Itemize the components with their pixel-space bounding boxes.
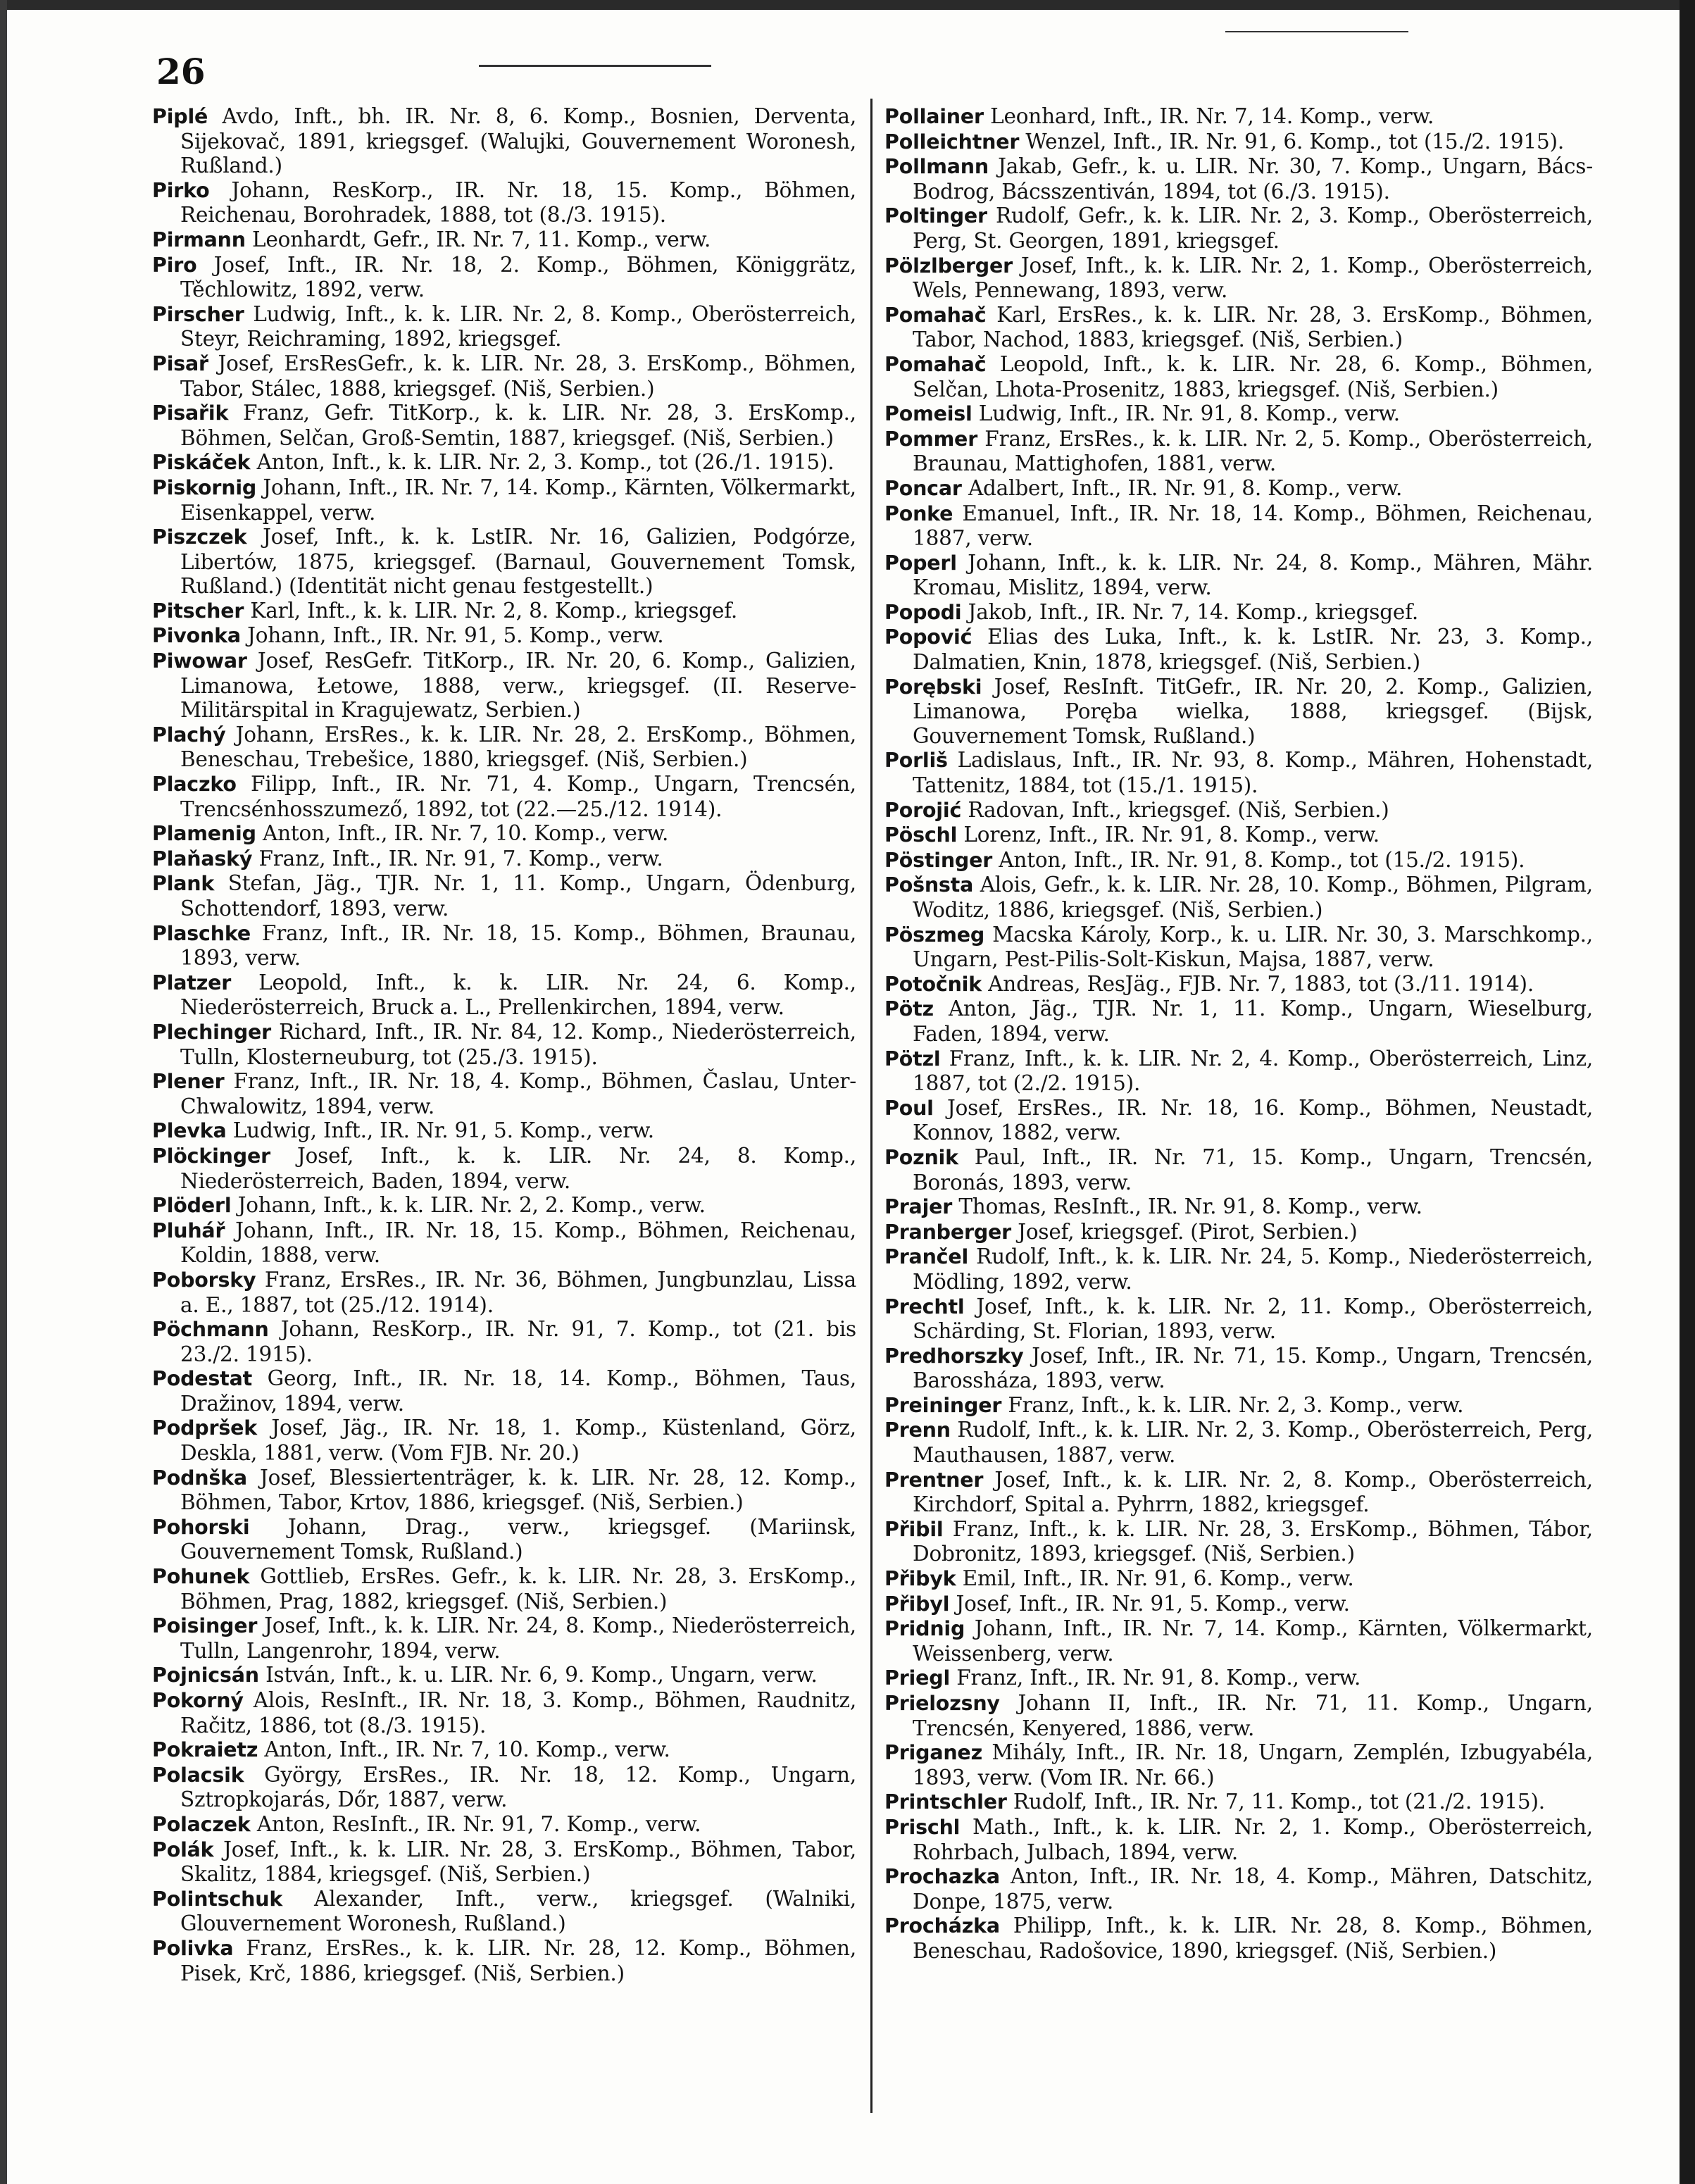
entry-surname: Priganez [884, 1741, 982, 1765]
entry-surname: Prančel [884, 1245, 969, 1269]
entry-surname: Plank [152, 872, 215, 896]
entry-details: Paul, Inft., IR. Nr. 71, 15. Komp., Ungarn, Trencsén, Boronás, 1893, verw. [913, 1144, 1593, 1194]
register-entry [152, 821, 856, 847]
entry-surname: Poul [884, 1096, 934, 1120]
entry-surname: Plaschke [152, 921, 251, 945]
entry-details: Johann, Inft., IR. Nr. 91, 5. Komp., verw. [247, 623, 664, 648]
entry-surname: Predhorszky [884, 1344, 1024, 1368]
entry-details: Rudolf, Inft., k. k. LIR. Nr. 24, 5. Komp., Niederösterreich, Mödling, 1892, verw. [913, 1244, 1593, 1294]
entry-surname: Pisařik [152, 401, 229, 425]
register-entry [152, 871, 856, 921]
register-entry [152, 1193, 856, 1218]
entry-surname: Priegl [884, 1666, 951, 1690]
register-entry [152, 1564, 856, 1614]
register-entry [152, 772, 856, 821]
register-entry [152, 1614, 856, 1663]
register-entry [152, 1737, 856, 1763]
entry-surname: Pöszmeg [884, 923, 985, 947]
entry-details: Franz, Inft., IR. Nr. 18, 15. Komp., Böhmen, Braunau, 1893, verw. [180, 921, 856, 971]
register-entry [152, 475, 856, 525]
entry-surname: Popodi [884, 600, 962, 624]
entry-surname: Plener [152, 1070, 225, 1094]
entry-details: Franz, Inft., IR. Nr. 91, 7. Komp., verw. [258, 846, 663, 871]
register-entry [884, 1393, 1593, 1418]
register-entry [152, 401, 856, 450]
entry-details: Adalbert, Inft., IR. Nr. 91, 8. Komp., verw. [968, 475, 1403, 500]
register-entry [884, 923, 1593, 972]
entry-details: Jakab, Gefr., k. u. LIR. Nr. 30, 7. Komp., Ungarn, Bács-Bodrog, Bácsszentiván, 1894, tot (6./3. 1915). [913, 154, 1593, 204]
entry-surname: Placzko [152, 773, 237, 797]
entry-surname: Piro [152, 253, 197, 277]
entry-surname: Plöckinger [152, 1144, 270, 1168]
register-entry [884, 204, 1593, 253]
entry-surname: Pirko [152, 178, 210, 202]
register-entry [884, 848, 1593, 873]
register-entry [884, 873, 1593, 922]
register-entry [884, 600, 1593, 625]
entry-surname: Pöstinger [884, 848, 993, 872]
entry-surname: Podpršek [152, 1416, 257, 1440]
register-entry [884, 1047, 1593, 1096]
register-entry [152, 847, 856, 872]
entry-details: Franz, ErsRes., k. k. LIR. Nr. 2, 5. Komp., Oberösterreich, Braunau, Mattighofen, 1881, verw. [913, 426, 1593, 476]
entry-details: Josef, Inft., IR. Nr. 18, 2. Komp., Böhmen, Königgrätz, Těchlowitz, 1892, verw. [180, 252, 856, 302]
column-right [884, 104, 1593, 2119]
entry-details: Johann, Inft., IR. Nr. 7, 14. Komp., Kärnten, Völkermarkt, Eisenkappel, verw. [180, 475, 856, 525]
entry-surname: Pirscher [152, 302, 244, 326]
register-entry [152, 227, 856, 253]
entry-details: Johann, ErsRes., k. k. LIR. Nr. 28, 2. ErsKomp., Böhmen, Beneschau, Trebešice, 1880, kriegsgef. (Niš, Serbien.) [180, 722, 856, 772]
entry-surname: Pötzl [884, 1047, 941, 1071]
register-entry [884, 823, 1593, 848]
entry-details: Josef, Inft., IR. Nr. 71, 15. Komp., Ungarn, Trencsén, Barossháza, 1893, verw. [913, 1343, 1593, 1393]
register-entry [884, 401, 1593, 427]
entry-details: Josef, Inft., k. k. LIR. Nr. 2, 11. Komp., Oberösterreich, Schärding, St. Florian, 1893, verw. [913, 1294, 1593, 1344]
entry-details: Franz, Inft., k. k. LIR. Nr. 2, 3. Komp., verw. [1008, 1392, 1464, 1417]
register-entry [152, 1887, 856, 1936]
entry-details: Georg, Inft., IR. Nr. 18, 14. Komp., Böhmen, Taus, Dražinov, 1894, verw. [180, 1366, 856, 1416]
entry-details: Karl, ErsRes., k. k. LIR. Nr. 28, 3. ErsKomp., Böhmen, Tabor, Nachod, 1883, kriegsgef. (Niš, Serbien.) [913, 302, 1593, 352]
entry-details: Elias des Luka, Inft., k. k. LstIR. Nr. 23, 3. Komp., Dalmatien, Knin, 1878, kriegsgef. (Niš, Serbien.) [913, 625, 1593, 675]
register-entry [152, 1366, 856, 1416]
entry-details: Philipp, Inft., k. k. LIR. Nr. 28, 8. Komp., Böhmen, Beneschau, Radošovice, 1890, kriegsgef. (Niš, Serbien.) [913, 1914, 1593, 1963]
entry-details: Leonhardt, Gefr., IR. Nr. 7, 11. Komp., verw. [252, 227, 711, 251]
entry-surname: Polintschuk [152, 1887, 283, 1911]
entry-details: Josef, Inft., k. k. LIR. Nr. 28, 3. ErsKomp., Böhmen, Tabor, Skalitz, 1884, kriegsgef. (Niš, Serbien.) [180, 1837, 856, 1887]
register-entry [884, 1145, 1593, 1194]
entry-details: Ludwig, Inft., IR. Nr. 91, 5. Komp., verw. [232, 1118, 654, 1143]
register-entry [152, 1936, 856, 1985]
entry-details: Anton, Inft., IR. Nr. 18, 4. Komp., Mähren, Datschitz, Donpe, 1875, verw. [913, 1864, 1593, 1914]
entry-surname: Poperl [884, 551, 957, 575]
entry-details: Gottlieb, ErsRes. Gefr., k. k. LIR. Nr. 28, 3. ErsKomp., Böhmen, Prag, 1882, kriegsgef. (Niš, Serbien.) [180, 1564, 856, 1614]
entry-surname: Platzer [152, 971, 232, 994]
entry-surname: Pokraietz [152, 1738, 258, 1762]
entry-surname: Polacsik [152, 1763, 244, 1787]
register-entry [152, 1812, 856, 1837]
register-entry [152, 1268, 856, 1317]
entry-surname: Pokorný [152, 1689, 244, 1712]
entry-details: Franz, Inft., k. k. LIR. Nr. 2, 4. Komp., Oberösterreich, Linz, 1887, tot (2./2. 1915). [913, 1046, 1593, 1096]
entry-surname: Plevka [152, 1119, 227, 1143]
entry-details: Johann, Inft., IR. Nr. 7, 14. Komp., Kärnten, Völkermarkt, Weissenberg, verw. [913, 1616, 1593, 1666]
entry-surname: Poncar [884, 476, 962, 500]
entry-details: Anton, Inft., k. k. LIR. Nr. 2, 3. Komp., tot (26./1. 1915). [256, 450, 834, 475]
entry-details: Josef, ErsResGefr., k. k. LIR. Nr. 28, 3. ErsKomp., Böhmen, Tabor, Stálec, 1888, kriegsgef. (Niš, Serbien.) [180, 351, 856, 401]
entry-surname: Podestat [152, 1367, 253, 1391]
entry-surname: Pojnicsán [152, 1664, 259, 1687]
entry-surname: Polleichtner [884, 130, 1020, 154]
entry-surname: Piskáček [152, 451, 251, 475]
register-entry [152, 1144, 856, 1193]
register-entry [884, 1244, 1593, 1294]
register-entry [884, 1864, 1593, 1914]
entry-surname: Pitscher [152, 599, 244, 623]
entry-details: Radovan, Inft., kriegsgef. (Niš, Serbien.) [968, 797, 1389, 822]
entry-surname: Přibyl [884, 1592, 950, 1616]
register-entry [884, 1468, 1593, 1517]
entry-surname: Prajer [884, 1195, 953, 1219]
entry-surname: Pölzlberger [884, 254, 1013, 277]
entry-details: Emil, Inft., IR. Nr. 91, 6. Komp., verw. [962, 1566, 1354, 1591]
register-entry [884, 625, 1593, 674]
entry-details: Josef, ResInft. TitGefr., IR. Nr. 20, 2. Komp., Galizien, Limanowa, Poręba wielka, 1888, kriegsgef. (Bijsk, Gouvernement Tomsk, Rußland.) [913, 674, 1593, 748]
entry-details: György, ErsRes., IR. Nr. 18, 12. Komp., Ungarn, Sztropkojarás, Dőr, 1887, verw. [180, 1762, 856, 1812]
entry-details: Johann, Inft., IR. Nr. 18, 15. Komp., Böhmen, Reichenau, Koldin, 1888, verw. [180, 1218, 856, 1268]
entry-surname: Porojić [884, 798, 962, 822]
entry-surname: Prentner [884, 1468, 984, 1492]
register-entry [152, 1317, 856, 1366]
entry-surname: Poisinger [152, 1614, 258, 1638]
entry-details: Johann, ResKorp., IR. Nr. 91, 7. Komp., tot (21. bis 23./2. 1915). [180, 1317, 856, 1366]
entry-details: Ludwig, Inft., k. k. LIR. Nr. 2, 8. Komp., Oberösterreich, Steyr, Reichraming, 1892, kriegsgef. [180, 301, 856, 351]
entry-surname: Přibyk [884, 1567, 956, 1591]
entry-details: Anton, Inft., IR. Nr. 91, 8. Komp., tot (15./2. 1915). [999, 847, 1525, 872]
entry-details: Avdo, Inft., bh. IR. Nr. 8, 6. Komp., Bosnien, Derventa, Sijekovač, 1891, kriegsgef. (Walujki, Gouvernement Woronesh, Rußland.) [180, 104, 856, 178]
register-entry [884, 154, 1593, 204]
register-entry [884, 997, 1593, 1046]
scan-edge-top [0, 0, 1695, 10]
entry-details: Josef, Inft., IR. Nr. 91, 5. Komp., verw. [956, 1591, 1350, 1616]
register-entry [884, 303, 1593, 352]
entry-surname: Porliš [884, 749, 948, 773]
register-entry [884, 1666, 1593, 1691]
register-entry [152, 1663, 856, 1688]
entry-surname: Podnška [152, 1466, 247, 1490]
entry-details: Franz, ErsRes., k. k. LIR. Nr. 28, 12. Komp., Böhmen, Pisek, Krč, 1886, kriegsgef. (Niš, Serbien.) [180, 1935, 856, 1985]
register-entry [884, 1220, 1593, 1245]
entry-details: Franz, Inft., IR. Nr. 91, 8. Komp., verw. [956, 1666, 1361, 1690]
entry-surname: Polák [152, 1837, 214, 1861]
register-entry [152, 723, 856, 772]
entry-details: Leonhard, Inft., IR. Nr. 7, 14. Komp., verw. [990, 104, 1434, 128]
register-entry [884, 551, 1593, 600]
entry-details: Franz, Gefr. TitKorp., k. k. LIR. Nr. 28, 3. ErsKomp., Böhmen, Selčan, Groß-Semtin, 1887, kriegsgef. (Niš, Serbien.) [180, 401, 856, 450]
register-entry [884, 1294, 1593, 1344]
register-entry [884, 501, 1593, 551]
entry-details: Anton, Inft., IR. Nr. 7, 10. Komp., verw. [262, 821, 669, 846]
entry-details: Rudolf, Gefr., k. k. LIR. Nr. 2, 3. Komp., Oberösterreich, Perg, St. Georgen, 1891, kriegsgef. [913, 204, 1593, 253]
register-entry [884, 1740, 1593, 1790]
entry-details: Leopold, Inft., k. k. LIR. Nr. 28, 6. Komp., Böhmen, Selčan, Lhota-Prosenitz, 1883, kriegsgef. (Niš, Serbien.) [913, 351, 1593, 401]
entry-surname: Piszczek [152, 525, 247, 549]
entry-details: Thomas, ResInft., IR. Nr. 91, 8. Komp., verw. [958, 1194, 1422, 1219]
entry-details: Andreas, ResJäg., FJB. Nr. 7, 1883, tot (3./11. 1914). [988, 971, 1534, 996]
register-entry [884, 1566, 1593, 1592]
entry-surname: Piplé [152, 105, 208, 128]
register-entry [152, 351, 856, 401]
entry-details: Wenzel, Inft., IR. Nr. 91, 6. Komp., tot (15./2. 1915). [1025, 129, 1565, 154]
entry-details: Ladislaus, Inft., IR. Nr. 93, 8. Komp., Mähren, Hohenstadt, Tattenitz, 1884, tot (15./1. 1915). [913, 748, 1593, 798]
entry-details: Josef, ErsRes., IR. Nr. 18, 16. Komp., Böhmen, Neustadt, Konnov, 1882, verw. [913, 1095, 1593, 1145]
entry-surname: Potočnik [884, 972, 982, 996]
entry-surname: Plachý [152, 723, 226, 747]
entry-surname: Pranberger [884, 1220, 1012, 1244]
entry-details: Math., Inft., k. k. LIR. Nr. 2, 1. Komp., Oberösterreich, Rohrbach, Julbach, 1894, verw. [913, 1814, 1593, 1864]
entry-surname: Polivka [152, 1936, 234, 1960]
entry-surname: Pohorski [152, 1515, 250, 1539]
register-entry [884, 476, 1593, 501]
entry-details: Anton, Inft., IR. Nr. 7, 10. Komp., verw. [264, 1737, 670, 1762]
entry-surname: Popović [884, 625, 972, 649]
entry-details: Alois, ResInft., IR. Nr. 18, 3. Komp., Böhmen, Raudnitz, Račitz, 1886, tot (8./3. 1915). [180, 1688, 856, 1737]
register-entry [152, 1218, 856, 1268]
entry-details: Josef, Inft., k. k. LIR. Nr. 2, 1. Komp., Oberösterreich, Wels, Pennewang, 1893, verw. [913, 253, 1593, 303]
entry-surname: Porębski [884, 675, 982, 699]
entry-surname: Printschler [884, 1790, 1007, 1814]
entry-surname: Piskornig [152, 475, 257, 499]
entry-details: Josef, Inft., k. k. LstIR. Nr. 16, Galizien, Podgórze, Libertów, 1875, kriegsgef. (Barnaul, Gouvernement Tomsk, Rußland.) (Identität nicht genau festgestellt.) [180, 525, 856, 599]
header-rule-right [1225, 31, 1408, 32]
entry-details: Josef, Inft., k. k. LIR. Nr. 24, 8. Komp., Niederösterreich, Baden, 1894, verw. [180, 1143, 856, 1193]
entry-details: Richard, Inft., IR. Nr. 84, 12. Komp., Niederösterreich, Tulln, Klosterneuburg, tot (25./3. 1915). [180, 1019, 856, 1069]
entry-surname: Pollmann [884, 155, 989, 179]
register-entry [884, 1194, 1593, 1220]
entry-details: Macska Károly, Korp., k. u. LIR. Nr. 30, 3. Marschkomp., Ungarn, Pest-Pilis-Solt-Kiskun, Majsa, 1887, verw. [913, 922, 1593, 972]
register-entry [152, 253, 856, 302]
register-entry [152, 1466, 856, 1515]
entry-surname: Procházka [884, 1914, 1000, 1938]
register-entry [152, 1416, 856, 1465]
entry-details: Filipp, Inft., IR. Nr. 71, 4. Komp., Ungarn, Trencsén, Trencsénhosszumező, 1892, tot (22.—25./12. 1914). [180, 772, 856, 821]
entry-details: István, Inft., k. u. LIR. Nr. 6, 9. Komp., Ungarn, verw. [265, 1663, 818, 1687]
register-entry [884, 1418, 1593, 1467]
entry-surname: Pöschl [884, 823, 958, 847]
entry-details: Leopold, Inft., k. k. LIR. Nr. 24, 6. Komp., Niederösterreich, Bruck a. L., Prellenkirchen, 1894, verw. [180, 970, 856, 1020]
entry-details: Josef, Inft., k. k. LIR. Nr. 24, 8. Komp., Niederösterreich, Tulln, Langenrohr, 1894, verw. [180, 1614, 856, 1663]
entry-surname: Pomeisl [884, 402, 972, 426]
register-entry [884, 1815, 1593, 1864]
register-entry [152, 921, 856, 971]
entry-surname: Pridnig [884, 1617, 965, 1641]
entry-details: Johann, Inft., k. k. LIR. Nr. 24, 8. Komp., Mähren, Mähr. Kromau, Mislitz, 1894, verw. [913, 550, 1593, 600]
register-entry [884, 1691, 1593, 1740]
entry-surname: Pomahač [884, 303, 987, 327]
entry-surname: Přibil [884, 1517, 944, 1541]
entry-surname: Piwowar [152, 649, 247, 673]
register-entry [884, 130, 1593, 155]
entry-details: Johann, ResKorp., IR. Nr. 18, 15. Komp., Böhmen, Reichenau, Borohradek, 1888, tot (8./3. 1915). [180, 177, 856, 227]
entry-surname: Poborsky [152, 1268, 256, 1292]
scan-edge-right [1680, 0, 1695, 2184]
entry-surname: Ponke [884, 501, 953, 525]
entry-details: Lorenz, Inft., IR. Nr. 91, 8. Komp., verw. [963, 823, 1380, 847]
entry-details: Ludwig, Inft., IR. Nr. 91, 8. Komp., verw. [978, 401, 1400, 426]
entry-details: Anton, ResInft., IR. Nr. 91, 7. Komp., verw. [256, 1811, 701, 1836]
register-entry [884, 1616, 1593, 1666]
register-entry [884, 352, 1593, 401]
header-rule-left [479, 65, 711, 67]
entry-details: Anton, Jäg., TJR. Nr. 1, 11. Komp., Ungarn, Wieselburg, Faden, 1894, verw. [913, 997, 1593, 1046]
register-entry [152, 971, 856, 1020]
register-entry [152, 1118, 856, 1144]
entry-surname: Prielozsny [884, 1692, 1000, 1715]
register-entry [884, 254, 1593, 303]
entry-details: Karl, Inft., k. k. LIR. Nr. 2, 8. Komp., kriegsgef. [250, 598, 738, 623]
entry-surname: Pomahač [884, 352, 987, 376]
register-entry [152, 1515, 856, 1564]
register-entry [152, 1763, 856, 1812]
entry-details: Rudolf, Inft., k. k. LIR. Nr. 2, 3. Komp., Oberösterreich, Perg, Mauthausen, 1887, verw. [913, 1418, 1593, 1468]
register-entry [152, 1688, 856, 1737]
entry-surname: Prochazka [884, 1865, 1000, 1889]
entry-surname: Plaňaský [152, 847, 253, 871]
entry-details: Josef, Inft., k. k. LIR. Nr. 2, 8. Komp., Oberösterreich, Kirchdorf, Spital a. Pyhrrn, 1882, kriegsgef. [913, 1467, 1593, 1517]
entry-surname: Pommer [884, 427, 978, 451]
register-entry [152, 450, 856, 475]
register-entry [152, 1837, 856, 1887]
register-entry [884, 1790, 1593, 1815]
register-entry [152, 104, 856, 178]
register-entry [884, 1914, 1593, 1963]
entry-surname: Pisař [152, 351, 208, 375]
register-entry [884, 1096, 1593, 1145]
column-divider [870, 99, 872, 2113]
entry-surname: Pöchmann [152, 1318, 269, 1342]
register-entry [152, 623, 856, 649]
entry-details: Stefan, Jäg., TJR. Nr. 1, 11. Komp., Ungarn, Ödenburg, Schottendorf, 1893, verw. [180, 871, 856, 921]
entry-surname: Pluhář [152, 1218, 225, 1242]
entry-surname: Pirmann [152, 227, 246, 251]
entry-details: Alexander, Inft., verw., kriegsgef. (Walniki, Glouvernement Woronesh, Rußland.) [180, 1886, 856, 1936]
entry-surname: Plamenig [152, 822, 256, 846]
entry-details: Josef, Jäg., IR. Nr. 18, 1. Komp., Küstenland, Görz, Deskla, 1881, verw. (Vom FJB. Nr. 20.) [180, 1416, 856, 1466]
entry-surname: Pohunek [152, 1565, 250, 1589]
register-entry [884, 1517, 1593, 1566]
page-number: 26 [156, 51, 206, 92]
register-entry [884, 748, 1593, 797]
entry-details: Mihály, Inft., IR. Nr. 18, Ungarn, Zemplén, Izbugyabéla, 1893, verw. (Vom IR. Nr. 66.) [913, 1740, 1593, 1790]
entry-surname: Plöderl [152, 1194, 232, 1218]
register-entry [152, 178, 856, 227]
register-entry [884, 798, 1593, 823]
entry-surname: Preininger [884, 1393, 1002, 1417]
entry-details: Franz, Inft., k. k. LIR. Nr. 28, 3. ErsKomp., Böhmen, Tábor, Dobronitz, 1893, kriegsgef. (Niš, Serbien.) [913, 1516, 1593, 1566]
register-entry [884, 675, 1593, 749]
entry-surname: Poltinger [884, 204, 987, 228]
register-entry [884, 104, 1593, 130]
entry-details: Johann II, Inft., IR. Nr. 71, 11. Komp., Ungarn, Trencsén, Kenyered, 1886, verw. [913, 1691, 1593, 1740]
entry-details: Josef, Blessiertenträger, k. k. LIR. Nr. 28, 12. Komp., Böhmen, Tabor, Krtov, 1886, kriegsgef. (Niš, Serbien.) [180, 1465, 856, 1515]
scan-edge-left [0, 0, 7, 2184]
register-entry [884, 972, 1593, 997]
entry-details: Rudolf, Inft., IR. Nr. 7, 11. Komp., tot (21./2. 1915). [1013, 1790, 1545, 1814]
register-entry [884, 1592, 1593, 1617]
column-left [152, 104, 856, 2119]
entry-surname: Pošnsta [884, 873, 974, 897]
register-entry [152, 525, 856, 599]
entry-details: Johann, Drag., verw., kriegsgef. (Mariinsk, Gouvernement Tomsk, Rußland.) [180, 1514, 856, 1564]
entry-surname: Prechtl [884, 1294, 965, 1318]
register-entry [884, 1344, 1593, 1393]
entry-surname: Poznik [884, 1145, 958, 1169]
entry-surname: Pollainer [884, 105, 984, 128]
entry-details: Alois, Gefr., k. k. LIR. Nr. 28, 10. Komp., Böhmen, Pilgram, Woditz, 1886, kriegsgef. (Niš, Serbien.) [913, 873, 1593, 922]
entry-surname: Polaczek [152, 1812, 251, 1836]
entry-details: Franz, Inft., IR. Nr. 18, 4. Komp., Böhmen, Časlau, Unter-Chwalowitz, 1894, verw. [180, 1069, 856, 1118]
entry-details: Jakob, Inft., IR. Nr. 7, 14. Komp., kriegsgef. [968, 599, 1418, 624]
register-entry [884, 427, 1593, 476]
entry-surname: Prischl [884, 1815, 961, 1839]
register-entry [152, 1020, 856, 1069]
entry-details: Josef, ResGefr. TitKorp., IR. Nr. 20, 6. Komp., Galizien, Limanowa, Łetowe, 1888, verw., kriegsgef. (II. Reserve-Militärspital in Kragujewatz, Serbien.) [180, 649, 856, 723]
register-entry [152, 599, 856, 624]
entry-details: Emanuel, Inft., IR. Nr. 18, 14. Komp., Böhmen, Reichenau, 1887, verw. [913, 501, 1593, 551]
entry-surname: Pivonka [152, 624, 241, 648]
entry-details: Josef, kriegsgef. (Pirot, Serbien.) [1018, 1219, 1358, 1244]
entry-surname: Prenn [884, 1418, 951, 1442]
register-entry [152, 302, 856, 351]
register-entry [152, 1069, 856, 1118]
entry-surname: Plechinger [152, 1020, 272, 1044]
entry-details: Franz, ErsRes., IR. Nr. 36, Böhmen, Jungbunzlau, Lissa a. E., 1887, tot (25./12. 1914). [180, 1267, 856, 1317]
entry-details: Johann, Inft., k. k. LIR. Nr. 2, 2. Komp., verw. [237, 1193, 706, 1218]
register-entry [152, 649, 856, 723]
entry-surname: Pötz [884, 997, 934, 1021]
